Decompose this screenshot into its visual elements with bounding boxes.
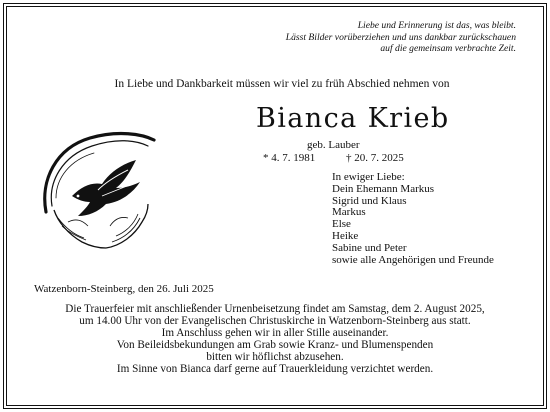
- dove-hands-icon: [32, 126, 160, 258]
- note-line: Von Beileidsbekundungen am Grab sowie Kranz- und Blumenspenden: [116, 338, 434, 351]
- mourner-line: In ewiger Liebe:: [332, 171, 405, 183]
- mourner-line: Else: [332, 218, 351, 231]
- place-date: Watzenborn-Steinberg, den 26. Juli 2025: [34, 283, 214, 295]
- birth-date: * 4. 7. 1981: [263, 152, 316, 164]
- maiden-name: geb. Lauber: [307, 139, 360, 151]
- mourner-line: Markus: [332, 206, 366, 219]
- mourner-line: Heike: [332, 229, 359, 242]
- mourner-line: Sabine und Peter: [332, 241, 407, 254]
- note-line: Im Sinne von Bianca darf gerne auf Trauerkleidung verzichtet werden.: [116, 362, 434, 375]
- note-line: Die Trauerfeier mit anschließender Urnenbeisetzung findet am Samstag, dem 2. August 2025,: [65, 303, 485, 315]
- mourner-line: Dein Ehemann Markus: [332, 182, 435, 195]
- death-date: † 20. 7. 2025: [346, 152, 404, 164]
- deceased-name: Bianca Krieb: [256, 103, 450, 134]
- quote-line: auf die gemeinsam verbrachte Zeit.: [380, 43, 516, 54]
- funeral-notes: [14, 304, 536, 375]
- quote-line: Liebe und Erinnerung ist das, was bleibt.: [357, 20, 516, 31]
- note-line: um 14.00 Uhr von der Evangelischen Christuskirche in Watzenborn-Steinberg aus statt.: [79, 314, 471, 327]
- note-line: bitten wir höflichst abzusehen.: [206, 350, 344, 363]
- mourner-line: Sigrid und Klaus: [332, 194, 407, 207]
- quote-line: Lässt Bilder vorüberziehen und uns dankbar zurückschauen: [285, 31, 516, 43]
- mourners-list: [332, 172, 494, 266]
- mourner-line: sowie alle Angehörigen und Freunde: [332, 253, 494, 266]
- intro-text: In Liebe und Dankbarkeit müssen wir viel zu früh Abschied nehmen von: [114, 78, 450, 90]
- memorial-quote: [286, 20, 516, 55]
- note-line: Im Anschluss gehen wir in aller Stille auseinander.: [161, 326, 389, 339]
